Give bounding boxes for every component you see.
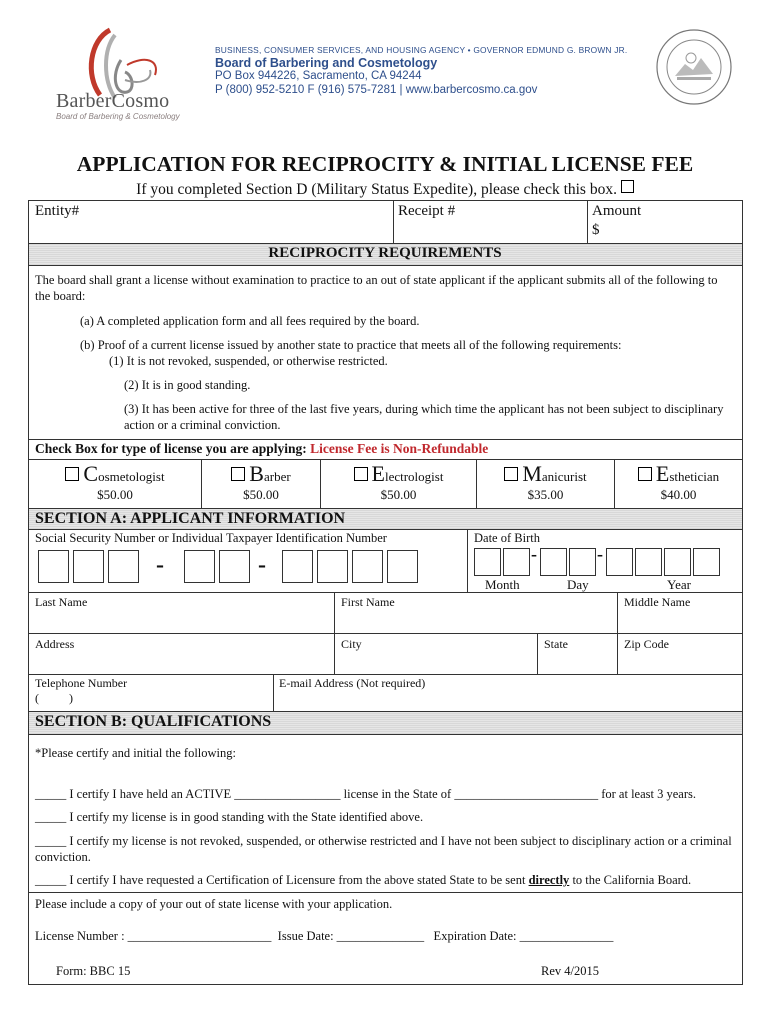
certify-instruction: *Please certify and initial the following: [35,746,236,760]
address-label: Address [35,637,75,651]
revision-date: Rev 4/2015 [541,964,599,978]
dob-day-1[interactable] [540,548,567,576]
dob-dash: - [531,544,537,564]
requirement-a: (a) A completed application form and all fees required by the board. [80,314,420,328]
dob-month-1[interactable] [474,548,501,576]
license-option-electrologist[interactable]: Electrologist $50.00 [321,461,476,503]
license-option-esthetician[interactable]: Esthetician $40.00 [615,461,742,503]
telephone-area-code: ( ) [35,691,73,705]
board-name: Board of Barbering and Cosmetology [215,56,438,70]
dob-year-4[interactable] [693,548,720,576]
ssn-dash: - [156,552,164,578]
dob-day-2[interactable] [569,548,596,576]
dob-dash: - [597,544,603,564]
license-option-manicurist[interactable]: Manicurist $35.00 [477,461,614,503]
manicurist-fee: $35.00 [527,487,564,502]
board-address: PO Box 944226, Sacramento, CA 94244 [215,70,422,82]
certify-good-standing: _____ I certify my license is in good standing with the State identified above. [35,810,424,824]
requirements-heading: RECIPROCITY REQUIREMENTS [268,245,502,261]
ssn-digit-5[interactable] [219,550,250,583]
section-a-heading: SECTION A: APPLICANT INFORMATION [35,510,346,527]
barber-checkbox[interactable] [231,467,245,481]
certify-active-license: _____ I certify I have held an ACTIVE _________________ license in the State of _______________________ for at least 3 years. [35,787,696,801]
receipt-label: Receipt # [398,203,456,219]
manicurist-checkbox[interactable] [504,467,518,481]
ssn-digit-9[interactable] [387,550,418,583]
ssn-digit-3[interactable] [108,550,139,583]
requirement-b1: (1) It is not revoked, suspended, or otherwise restricted. [109,354,388,368]
middle-name-label: Middle Name [624,595,691,609]
ssn-digit-8[interactable] [352,550,383,583]
certify-licensure-request: _____ I certify I have requested a Certification of Licensure from the above stated State to be sent directly to the California Board. [35,873,692,887]
cosmetologist-checkbox[interactable] [65,467,79,481]
entity-label: Entity# [35,203,80,219]
dob-month-label: Month [485,577,520,592]
brand-name: BarberCosmo [56,90,170,112]
ssn-dash: - [258,552,266,578]
dob-year-label: Year [667,577,691,592]
license-option-cosmetologist[interactable]: Cosmetologist $50.00 [29,461,201,503]
section-b-heading: SECTION B: QUALIFICATIONS [35,713,272,730]
ssn-digit-7[interactable] [317,550,348,583]
ssn-digit-6[interactable] [282,550,313,583]
military-note-text: If you completed Section D (Military Status Expedite), please check this box. [136,181,617,198]
board-contact: P (800) 952-5210 F (916) 575-7281 | www.barbercosmo.ca.gov [215,84,538,96]
dob-year-2[interactable] [635,548,662,576]
barber-fee: $50.00 [243,487,279,502]
esthetician-fee: $40.00 [660,487,697,502]
requirement-b: (b) Proof of a current license issued by another state to practice that meets all of the following requirements: [80,338,622,352]
amount-symbol: $ [592,222,600,238]
military-checkbox[interactable] [621,180,634,193]
requirement-b3: (3) It has been active for three of the last five years, during which time the applicant has not been subject to disciplinary action or a criminal conviction. [124,402,724,432]
dob-year-1[interactable] [606,548,633,576]
telephone-label: Telephone Number [35,676,128,690]
zip-label: Zip Code [624,637,669,651]
dob-label: Date of Birth [474,531,540,545]
ssn-label: Social Security Number or Individual Taxpayer Identification Number [35,531,387,545]
requirement-b2: (2) It is in good standing. [124,378,251,392]
esthetician-checkbox[interactable] [638,467,652,481]
ssn-digit-4[interactable] [184,550,215,583]
certify-not-revoked: _____ I certify my license is not revoked, suspended, or otherwise restricted and I have not been subject to disciplinary action or a criminal conviction. [35,834,732,864]
copy-note: Please include a copy of your out of state license with your application. [35,897,393,911]
first-name-label: First Name [341,595,395,609]
license-details-line: License Number : _______________________ Issue Date: ______________ Expiration Date: _______________ [35,929,614,943]
electrologist-fee: $50.00 [380,487,417,502]
state-label: State [544,637,568,651]
email-label: E-mail Address (Not required) [279,676,426,690]
non-refundable-note: License Fee is Non-Refundable [310,441,489,456]
agency-line: BUSINESS, CONSUMER SERVICES, AND HOUSING AGENCY • GOVERNOR EDMUND G. BROWN JR. [215,45,628,55]
electrologist-checkbox[interactable] [354,467,368,481]
license-option-barber[interactable]: Barber $50.00 [202,461,320,503]
ssn-digit-2[interactable] [73,550,104,583]
dob-day-label: Day [567,577,589,592]
brand-subtitle: Board of Barbering & Cosmetology [56,112,180,121]
military-note [0,180,770,199]
requirements-intro: The board shall grant a license without examination to practice to an out of state applicant if the applicant submits all of the following to the board: [35,273,718,303]
page-title: APPLICATION FOR RECIPROCITY & INITIAL LICENSE FEE [76,152,694,176]
last-name-label: Last Name [35,595,88,609]
amount-label: Amount [592,203,642,219]
dob-year-3[interactable] [664,548,691,576]
ssn-digit-1[interactable] [38,550,69,583]
dob-month-2[interactable] [503,548,530,576]
state-seal-icon [655,28,733,106]
cosmetologist-fee: $50.00 [97,487,133,502]
city-label: City [341,637,362,651]
form-number: Form: BBC 15 [56,964,131,978]
license-type-prompt: Check Box for type of license you are applying: License Fee is Non-Refundable [35,441,489,456]
